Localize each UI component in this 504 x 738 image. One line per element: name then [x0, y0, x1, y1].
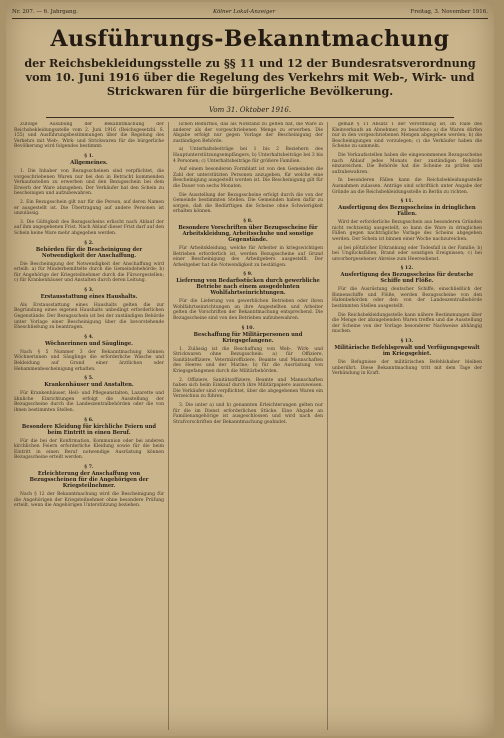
section-number: § 2.: [84, 239, 94, 246]
paragraph: Für die Ausrüstung deutscher Schiffe, einschließlich der Binnenschiffe und Flöße, werden Bezugsscheine von den Hafenbehörden oder den von der Landeszentralbehörde bestimmten Stellen ausgestellt.: [332, 287, 482, 310]
paragraph: 3. Die unter a) und b) genannten Erleichterungen gelten nur für die im Dienst erforderlichen Stücke. Eine Abgabe an Familienangehörige ist ausgeschlossen und wird nach den Strafvorschriften der Bekanntmachung geahndet.: [173, 403, 323, 425]
paragraph: a) bei plötzlicher Erkrankung oder Todesfall in der Familie; b) bei Unglücksfällen, Brand oder sonstigen Ereignissen; c) bei unvorhergesehener Abreise zum Heeresdienst.: [332, 245, 482, 262]
section-heading: Beschaffung für Militärpersonen und Kriegsgefangene.: [193, 331, 303, 344]
section-number: § 1.: [84, 152, 94, 159]
section-heading: Ausfertigung des Bezugsscheins für deutsche Schiffe und Flöße.: [340, 272, 474, 285]
masthead-paper-name: Kölner Lokal-Anzeiger: [213, 9, 276, 15]
paragraph: 1. Die Inhaber von Bezugsscheinen sind verpflichtet, die vorgeschriebenen Waren nur bei den in Betracht kommenden Verkaufsstellen zu erwerben und den Bezugsschein bei dem Erwerb der Ware abzugeben. Der Verkäufer hat den Schein zu bescheinigen und aufzubewahren.: [14, 168, 164, 197]
section-number: § 4.: [84, 333, 94, 340]
masthead: [12, 6, 488, 19]
paragraph: Für Krankenhäuser, Heil- und Pflegeanstalten, Lazarette und ähnliche Einrichtungen erfolgt die Ausstellung der Bezugsscheine durch die Landeszentralbehörden oder die von ihnen bestimmten Stellen.: [14, 391, 164, 413]
column-2: [173, 122, 328, 730]
section-number: § 13.: [400, 338, 414, 345]
paragraph: Als Erstausstattung eines Haushalts gelten die zur Begründung eines eigenen Haushalts unbedingt erforderlichen Gegenstände. Der Bezugsschein ist bei der zuständigen Behörde unter Vorlage einer Bescheinigung über die bevorstehende Eheschließung zu beantragen.: [14, 302, 164, 331]
paragraph: Zufolge Ausübung der Bekanntmachung der Reichsbekleidungsstelle vom 2. Juni 1916 (Reichsgesetzbl. S. 155) und Ausführungsbestimmungen über die Regelung des Verkehrs mit Web-, Wirk- und Strickwaren für die bürgerliche Bevölkerung wird folgendes bestimmt:: [14, 122, 164, 150]
section-number: § 12.: [400, 265, 414, 272]
section-number: § 8.: [243, 217, 253, 224]
paragraph: Nach § 12 der Bekanntmachung wird die Bescheinigung für die Angehörigen der Kriegsteilnehmer ohne besondere Prüfung erteilt, wenn die Angehörigen Unterstützung beziehen.: [14, 491, 164, 509]
newspaper-page: [6, 2, 494, 736]
paragraph: Auf einem besonderen Formblatt ist von den Gemeinden die Zahl der unterstützten Personen anzugeben, für welche eine Bescheinigung ausgestellt worden ist. Die Bescheinigung gilt für die Dauer von sechs Monaten.: [173, 167, 323, 189]
paragraph: In besonderen Fällen kann die Reichsbekleidungsstelle Ausnahmen zulassen. Anträge sind schriftlich unter Angabe der Gründe an die Reichsbekleidungsstelle in Berlin zu richten.: [332, 178, 482, 195]
section-heading: Behörden für die Bescheinigung der Notwendigkeit der Anschaffung.: [35, 246, 143, 259]
paragraph: Für Arbeitskleidung, welche für Arbeiter in kriegswichtigen Betrieben erforderlich ist, werden Bezugsscheine auf Grund einer Bescheinigung des Arbeitgebers ausgestellt. Der Arbeitgeber hat die Notwendigkeit zu bestätigen.: [173, 245, 323, 268]
section-heading: Krankenhäuser und Anstalten.: [44, 382, 134, 389]
section-heading: Besondere Kleidung für kirchliche Feiern und beim Eintritt in einen Beruf.: [21, 423, 157, 436]
paragraph: Nach § 5 Nummer 3 der Bekanntmachung können Wöchnerinnen und Säuglinge die erforderliche Wäsche und Bekleidung auf Grund einer ärztlichen oder Hebammenbescheinigung erhalten.: [14, 349, 164, 372]
section-heading: Lieferung von Bedarfsstücken durch gewerbliche Betriebe nach einem ausgedehnten Wohlfahrtseinrichtungen.: [176, 278, 320, 297]
masthead-date: Freitag, 3. November 1916.: [410, 9, 488, 15]
page-subtitle: der Reichsbekleidungsstelle zu §§ 11 und 12 der Bundesratsverordnung vom 10. Juni 1916 über die Regelung des Verkehrs mit Web-, Wirk- und Strickwaren für die bürgerliche Bevölkerung.: [24, 56, 476, 98]
paragraph: 3. Die Gültigkeit des Bezugsscheins erlischt nach Ablauf der auf ihm angegebenen Frist. Nach Ablauf dieser Frist darf auf den Schein keine Ware mehr abgegeben werden.: [14, 219, 164, 236]
column-1: [14, 122, 169, 730]
section-heading: Wöchnerinnen und Säuglinge.: [45, 340, 133, 347]
paragraph: Für die Lieferung von gewerblichen Betrieben oder ihren Wohlfahrtseinrichtungen an ihre Angestellten und Arbeiter gelten die Vorschriften der Bekanntmachung entsprechend. Die Bezugsscheine sind von den Betrieben aufzubewahren.: [173, 299, 323, 322]
section-heading: Allgemeines.: [70, 159, 108, 166]
paragraph: 2. Offiziere, Sanitätsoffiziere, Beamte und Mannschaften haben sich beim Einkauf durch ihre Militärpapiere auszuweisen. Die Verkäufer sind verpflichtet, über die abgegebenen Waren ein Verzeichnis zu führen.: [173, 377, 323, 400]
paragraph: Die Verkaufsstellen haben die eingenommenen Bezugsscheine nach Ablauf jedes Monats der zuständigen Behörde einzureichen. Die Behörde hat die Scheine zu prüfen und aufzubewahren.: [332, 152, 482, 175]
section-heading: Besondere Vorschriften über Bezugsscheine für Arbeitskleidung, Arbeitsschuhe und sonstige Gegenstände.: [178, 224, 318, 243]
section-number: § 7.: [84, 463, 94, 470]
paragraph: Die Ausstellung der Bezugsscheine erfolgt durch die von der Gemeinde bestimmten Stellen. Die Gemeinden haben dafür zu sorgen, daß die Bedürftigen die Scheine ohne Schwierigkeit erhalten können.: [173, 192, 323, 215]
section-number: § 10.: [241, 324, 255, 331]
section-number: § 6.: [84, 416, 94, 423]
paragraph: Die Befugnisse der militärischen Befehlshaber bleiben unberührt. Diese Bekanntmachung tritt mit dem Tage der Verkündung in Kraft.: [332, 360, 482, 377]
paragraph: Wird der erforderliche Bezugsschein aus besonderen Gründen nicht rechtzeitig ausgestellt, so kann die Ware in dringlichen Fällen gegen nachträgliche Vorlage des Scheins abgegeben werden. Der Schein ist binnen einer Woche nachzureichen.: [332, 220, 482, 242]
section-heading: Ausfertigung des Bezugsscheins in dringlichen Fällen.: [338, 205, 476, 218]
paragraph: Die Reichsbekleidungsstelle kann nähere Bestimmungen über die Menge der abzugebenden Waren treffen und die Ausstellung der Scheine von der Vorlage besonderer Nachweise abhängig machen.: [332, 312, 482, 335]
paragraph: 2. Ein Bezugsschein gilt nur für die Person, auf deren Namen er ausgestellt ist. Die Übertragung auf andere Personen ist unzulässig.: [14, 199, 164, 217]
issue-date: Vom 31. Oktober 1916.: [208, 106, 292, 114]
section-number: § 9.: [243, 271, 253, 278]
section-heading: Erstausstattung eines Haushalts.: [40, 293, 138, 300]
paragraph: a) Unterhaltsbeiträge bei 1 bis 2 Beziehern des Hauptunterstützungsempfängers; b) Unterhaltsbeiträge bei 3 bis 4 Personen; c) Unterhaltsbeiträge für größere Familien.: [173, 147, 323, 164]
section-number: § 5.: [84, 375, 94, 382]
paragraph: gemäß § 11 Absatz 1 der Verordnung ist, im Falle des Kleinverkaufs an Abnehmer, zu beachten: a) die Waren dürfen nur in den vorgeschriebenen Mengen abgegeben werden; b) die Bescheinigungen sind vorzulegen; c) die Verkäufer haben die Scheine zu sammeln.: [332, 122, 482, 150]
section-heading: Militärische Befehlsgewalt und Verfügungsgewalt im Kriegsgebiet.: [334, 345, 480, 358]
page-title: Ausführungs-Bekanntmachung: [50, 26, 450, 52]
paragraph: Die Bescheinigung der Notwendigkeit der Anschaffung wird erteilt: a) für Minderbemittelte durch die Gemeindebehörde; b) für Angehörige der Kriegsteilnehmer durch die Fürsorgestellen; c) für Krankenhäuser und Anstalten durch deren Leitung.: [14, 261, 164, 284]
paragraph: 1. Zulässig ist die Beschaffung von Web-, Wirk- und Strickwaren ohne Bezugsschein: a) für Offiziere, Sanitätsoffiziere, Veterinäroffiziere, Beamte und Mannschaften des Heeres und der Marine; b) für die Ausrüstung von Kriegsgefangenen durch die Militärbehörden.: [173, 346, 323, 375]
masthead-issue: Nr. 207. — 6. Jahrgang.: [12, 9, 78, 15]
paragraph: lichen Bedürfnis, das als Notstand zu gelten hat, die Ware in anderer als der vorgeschriebenen Menge zu erwerben. Die Abgabe erfolgt nur gegen Vorlage der Bescheinigung der zuständigen Behörde.: [173, 122, 323, 144]
section-heading: Erleichterung der Anschaffung von Bezugsscheinen für die Angehörigen der Kriegsteilnehmer.: [29, 470, 149, 489]
column-3: [332, 122, 486, 730]
paragraph: Für die bei der Konfirmation, Kommunion oder bei anderen kirchlichen Feiern erforderliche Kleidung sowie für die beim Eintritt in einen Beruf notwendige Ausrüstung können Bezugsscheine erteilt werden.: [14, 438, 164, 461]
title-divider: [46, 117, 454, 118]
section-number: § 3.: [84, 286, 94, 293]
text-columns: [14, 122, 486, 730]
section-number: § 11.: [400, 198, 414, 205]
